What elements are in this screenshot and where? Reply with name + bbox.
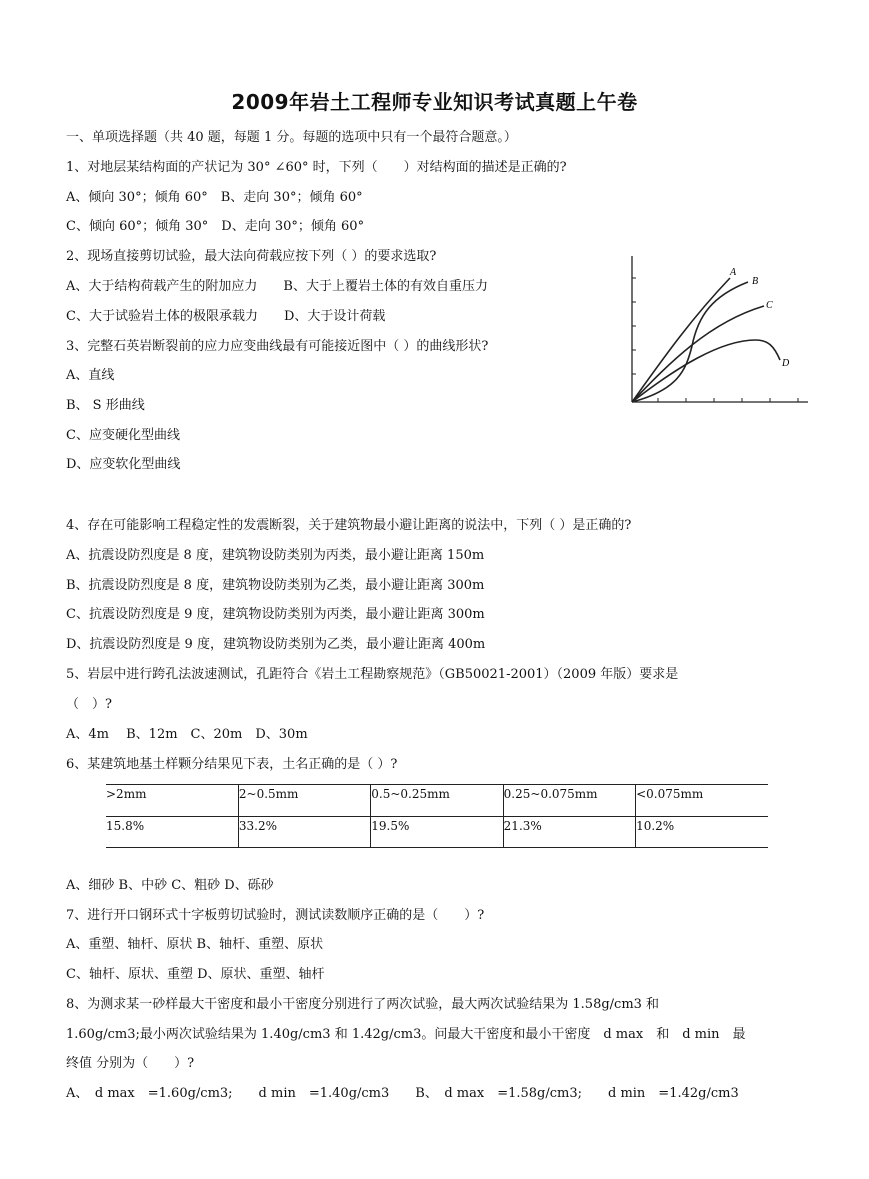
curve-label-b: B: [752, 276, 759, 287]
table-cell: 15.8%: [106, 817, 238, 848]
curve-label-d: D: [782, 358, 790, 369]
question-3-option: C、应变硬化型曲线: [66, 428, 180, 443]
table-header-cell: >2mm: [106, 785, 238, 817]
question-7-option-row: C、轴杆、原状、重塑 D、原状、重塑、轴杆: [66, 967, 325, 982]
table-header-cell: <0.075mm: [636, 785, 768, 817]
question-3-option: D、应变软化型曲线: [66, 457, 181, 472]
table-cell: 21.3%: [503, 817, 635, 848]
question-8-option-row: A、 d max =1.60g/cm3; d min =1.40g/cm3 B、 d max =1.58g/cm3; d min =1.42g/cm3: [66, 1086, 739, 1101]
question-3-stem: 3、完整石英岩断裂前的应力应变曲线最有可能接近图中（ ）的曲线形状?: [66, 339, 489, 354]
table-row: [106, 817, 768, 848]
stress-strain-diagram: [620, 250, 812, 408]
table-header-cell: 2~0.5mm: [238, 785, 370, 817]
question-4-option: B、抗震设防烈度是 8 度，建筑物设防类别为乙类，最小避让距离 300m: [66, 578, 485, 593]
question-5-stem: 5、岩层中进行跨孔法波速测试，孔距符合《岩土工程勘察规范》（GB50021-2001）（2009 年版）要求是: [66, 667, 679, 682]
table-header-row: [106, 785, 768, 817]
question-3-option: A、直线: [66, 368, 115, 383]
question-4-option: C、抗震设防烈度是 9 度，建筑物设防类别为丙类，最小避让距离 300m: [66, 607, 485, 622]
question-7-stem: 7、进行开口钢环式十字板剪切试验时，测试读数顺序正确的是（ ）?: [66, 908, 485, 923]
stress-strain-figure: [620, 250, 812, 408]
question-6-stem: 6、某建筑地基土样颗分结果见下表，土名正确的是（ ）?: [66, 757, 398, 772]
grain-size-table: [106, 784, 768, 848]
question-2-stem: 2、现场直接剪切试验，最大法向荷载应按下列（ ）的要求选取?: [66, 249, 437, 264]
table-cell: 19.5%: [371, 817, 503, 848]
question-1-stem: 1、对地层某结构面的产状记为 30° ∠60° 时，下列（ ）对结构面的描述是正确的?: [66, 160, 567, 175]
question-1-option-row: C、倾向 60°；倾角 30° D、走向 30°；倾角 60°: [66, 219, 365, 234]
question-8-stem: 8、为测求某一砂样最大干密度和最小干密度分别进行了两次试验，最大两次试验结果为 1.58g/cm3 和: [66, 997, 660, 1012]
curve-a: [632, 278, 730, 402]
question-1-option-row: A、倾向 30°；倾角 60° B、走向 30°；倾角 60°: [66, 190, 363, 205]
question-7-option-row: A、重塑、轴杆、原状 B、轴杆、重塑、原状: [66, 937, 324, 952]
question-6-option-row: A、细砂 B、中砂 C、粗砂 D、砾砂: [66, 878, 274, 893]
curve-label-c: C: [766, 300, 773, 311]
question-2-option-row: A、大于结构荷载产生的附加应力 B、大于上覆岩土体的有效自重压力: [66, 279, 488, 294]
page-title: 2009年岩土工程师专业知识考试真题上午卷: [231, 90, 638, 114]
question-3-option: B、 S 形曲线: [66, 398, 145, 413]
question-4-stem: 4、存在可能影响工程稳定性的发震断裂，关于建筑物最小避让距离的说法中，下列（ ）是正确的?: [66, 518, 632, 533]
question-5-option-row: A、4m B、12m C、20m D、30m: [66, 727, 308, 742]
question-5-stem-cont: （ ）?: [66, 697, 112, 712]
curve-label-a: A: [730, 267, 737, 278]
table-header-cell: 0.5~0.25mm: [371, 785, 503, 817]
question-2-option-row: C、大于试验岩土体的极限承载力 D、大于设计荷载: [66, 309, 386, 324]
section-heading: 一、单项选择题（共 40 题，每题 1 分。每题的选项中只有一个最符合题意。）: [66, 130, 517, 145]
question-8-stem-line2: 1.60g/cm3;最小两次试验结果为 1.40g/cm3 和 1.42g/cm3。问最大干密度和最小干密度 d max 和 d min 最: [66, 1027, 746, 1042]
table-cell: 33.2%: [238, 817, 370, 848]
question-8-stem-line3: 终值 分别为（ ）?: [66, 1056, 195, 1071]
table-header-cell: 0.25~0.075mm: [503, 785, 635, 817]
question-4-option: A、抗震设防烈度是 8 度，建筑物设防类别为丙类，最小避让距离 150m: [66, 548, 485, 563]
table-cell: 10.2%: [636, 817, 768, 848]
question-4-option: D、抗震设防烈度是 9 度，建筑物设防类别为乙类，最小避让距离 400m: [66, 637, 486, 652]
